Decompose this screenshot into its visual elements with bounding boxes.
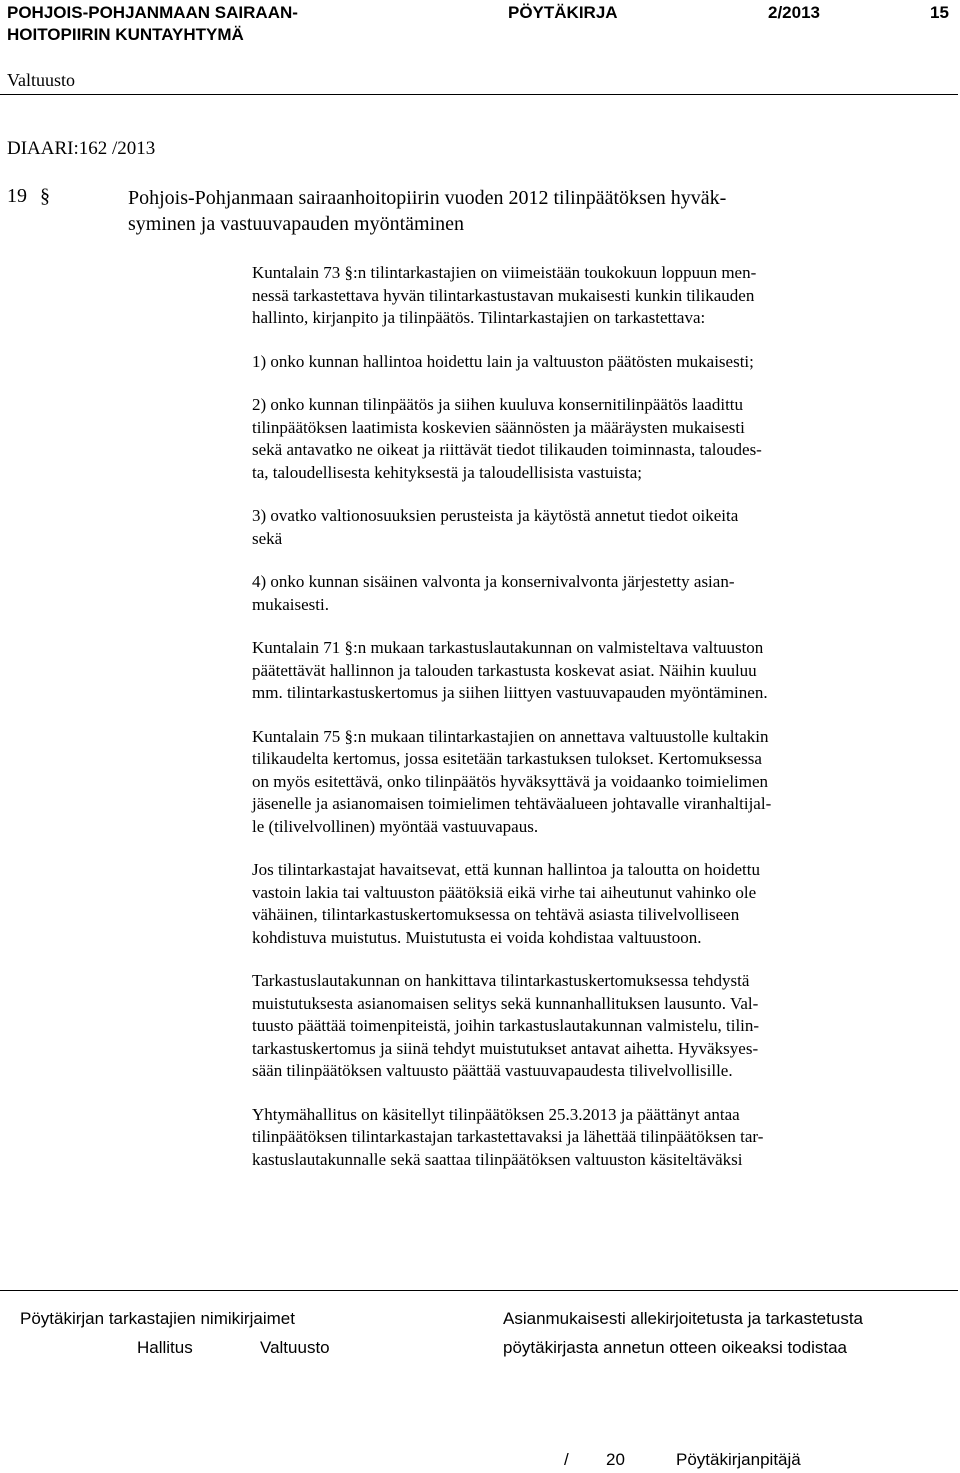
paragraph [252,505,952,550]
paragraph-line: mukaisesti. [252,594,329,614]
paragraph-line: 1) onko kunnan hallintoa hoidettu lain ja valtuuston päätösten mukaisesti; [252,351,754,371]
paragraph [252,351,952,374]
valtuusto-initials-label: Valtuusto [260,1338,330,1357]
page-footer [0,1290,960,1473]
footer-divider [0,1290,958,1291]
section-title-line2: syminen ja vastuuvapauden myöntäminen [128,213,465,235]
paragraph-line: 3) ovatko valtionosuuksien perusteista ja käytöstä annetut tiedot oikeita [252,506,739,525]
paragraph-line: Tarkastuslautakunnan on hankittava tilintarkastuskertomuksessa tehdystä [252,971,750,990]
section-number: 19 [7,185,27,207]
organization-name-line2: HOITOPIIRIN KUNTAYHTYMÄ [7,25,244,44]
paragraph-line: kastuslautakunnalle sekä saattaa tilinpäätöksen valtuuston käsiteltäväksi [252,1149,743,1169]
keeper-label: Pöytäkirjanpitäjä [676,1450,801,1469]
initials-label: Pöytäkirjan tarkastajien nimikirjaimet [20,1309,295,1328]
paragraph-line: 2) onko kunnan tilinpäätös ja siihen kuuluva konsernitilinpäätös laadittu [252,395,744,414]
paragraph-line: ta, taloudellisesta kehityksestä ja taloudellisista vastuista; [252,462,642,482]
date-slash: / [564,1450,569,1469]
certification-line2: pöytäkirjasta annetun otteen oikeaksi todistaa [503,1338,848,1357]
paragraph-line: vähäinen, tilintarkastuskertomuksessa on tehtävä asiasta tilivelvolliseen [252,905,740,924]
paragraph-line: päätettävät hallinnon ja talouden tarkastusta koskevat asiat. Näihin kuuluu [252,660,757,680]
paragraph-line: kohdistuva muistutus. Muistutusta ei voida kohdistaa valtuustoon. [252,927,702,947]
date-year: 20 [606,1450,625,1469]
paragraph-line: hallinto, kirjanpito ja tilinpäätös. Tilintarkastajien on tarkastettava: [252,308,706,327]
paragraph-line: 4) onko kunnan sisäinen valvonta ja konsernivalvonta järjestetty asian- [252,572,735,591]
paragraph-line: tilikaudelta kertomus, jossa esitetään tarkastuksen tulokset. Kertomuksessa [252,749,762,768]
document-body [252,262,952,1192]
paragraph [252,571,952,616]
page-number: 15 [930,3,949,22]
paragraph [252,859,952,949]
section-title-line1: Pohjois-Pohjanmaan sairaanhoitopiirin vuoden 2012 tilinpäätöksen hyväk- [128,187,727,209]
section-mark: § [40,185,50,207]
certification-line1: Asianmukaisesti allekirjoitetusta ja tarkastetusta [503,1309,863,1328]
paragraph [252,262,952,330]
paragraph-line: tilinpäätöksen tilintarkastajan tarkastettavaksi ja lähettää tilinpäätöksen tar- [252,1127,764,1146]
paragraph-line: Kuntalain 71 §:n mukaan tarkastuslautakunnan on valmisteltava valtuuston [252,638,764,657]
document-number: 2/2013 [768,3,820,22]
paragraph-line: tuusto päättää toimenpiteistä, joihin tarkastuslautakunnan valmistelu, tilin- [252,1016,760,1035]
hallitus-initials-label: Hallitus [137,1338,193,1357]
paragraph-line: Kuntalain 73 §:n tilintarkastajien on viimeistään toukokuun loppuun men- [252,263,757,282]
header-divider [0,94,958,95]
paragraph-line: Yhtymähallitus on käsitellyt tilinpäätöksen 25.3.2013 ja päättänyt antaa [252,1104,740,1124]
paragraph [252,637,952,705]
paragraph-line: muistutuksesta asianomaisen selitys sekä kunnanhallituksen lausunto. Val- [252,993,759,1013]
paragraph [252,970,952,1083]
paragraph-line: mm. tilintarkastuskertomus ja siihen liittyen vastuuvapauden myöntäminen. [252,683,768,702]
paragraph-line: jäsenelle ja asianomaisen toimielimen tehtäväalueen johtavalle viranhaltijal- [252,794,772,813]
section-title [128,185,928,237]
document-type: PÖYTÄKIRJA [508,3,618,22]
paragraph-line: Jos tilintarkastajat havaitsevat, että kunnan hallintoa ja taloutta on hoidettu [252,860,760,879]
paragraph-line: on myös esitettävä, onko tilinpäätös hyväksyttävä ja voidaanko toimielimen [252,771,769,791]
organization-name [7,2,298,46]
paragraph [252,394,952,484]
paragraph [252,1104,952,1172]
paragraph-line: sekä antavatko ne oikeat ja riittävät tiedot tilikauden toiminnasta, taloudes- [252,440,762,459]
paragraph-line: nessä tarkastettava hyvän tilintarkastustavan mukaisesti kunkin tilikauden [252,285,755,305]
paragraph-line: tarkastuskertomus ja siinä tehdyt muistutukset antavat aihetta. Hyväksyes- [252,1038,759,1058]
paragraph-line: vastoin lakia tai valtuuston päätöksiä eikä virhe tai aiheutunut vahinko ole [252,882,757,902]
page-header [0,2,960,48]
paragraph-line: le (tilivelvollinen) myöntää vastuuvapaus. [252,816,539,836]
paragraph-line: sään tilinpäätöksen valtuusto päättää vastuuvapaudesta tilivelvollisille. [252,1061,733,1080]
paragraph-line: sekä [252,528,283,548]
paragraph-line: tilinpäätöksen laatimista koskevien säännösten ja määräysten mukaisesti [252,417,745,437]
diaari-number: DIAARI:162 /2013 [7,138,156,159]
paragraph-line: Kuntalain 75 §:n mukaan tilintarkastajien on annettava valtuustolle kultakin [252,726,769,746]
paragraph [252,726,952,839]
organization-name-line1: POHJOIS-POHJANMAAN SAIRAAN- [7,3,298,22]
body-name: Valtuusto [7,70,76,90]
